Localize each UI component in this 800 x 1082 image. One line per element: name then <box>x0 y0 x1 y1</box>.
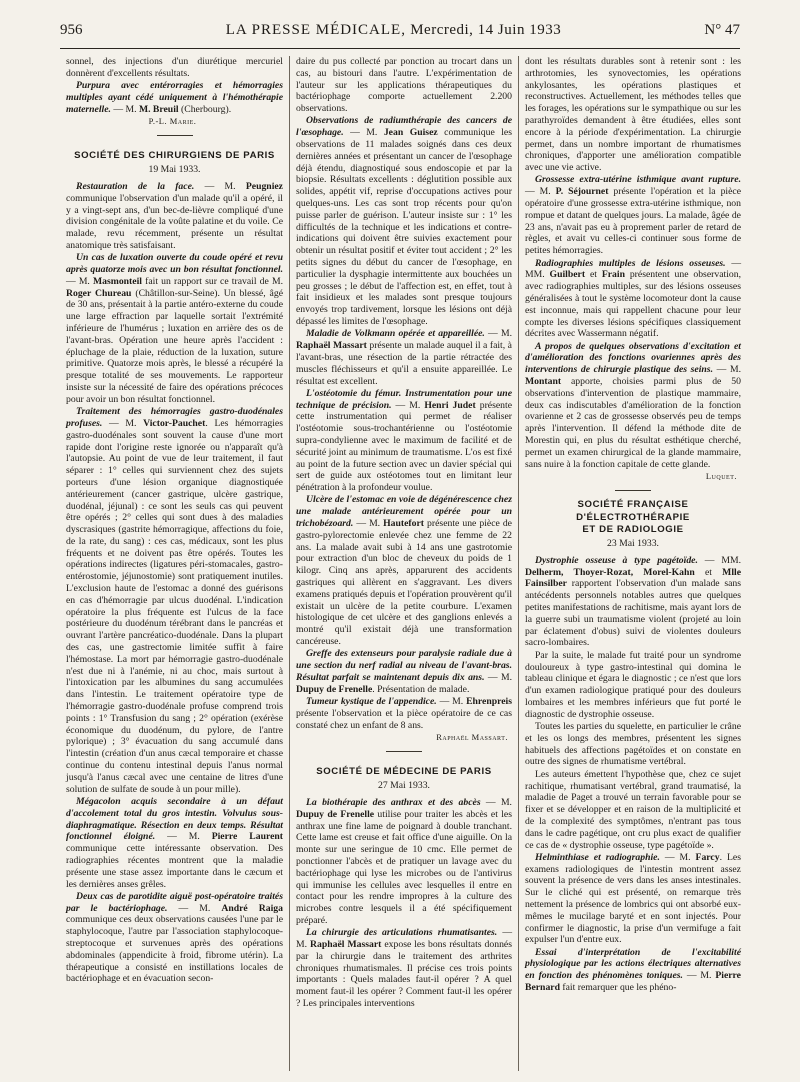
author-name: Raphaël Massart <box>296 340 367 352</box>
author-name: Farcy <box>695 851 720 863</box>
author-name: Jean Guisez <box>383 127 438 139</box>
article-ulcere <box>296 494 512 647</box>
dash: — M. <box>484 328 512 340</box>
article-body: fait remarquer que les phéno- <box>559 982 677 994</box>
issue-date: Mercredi, 14 Juin 1933 <box>410 22 562 38</box>
masthead <box>226 22 562 39</box>
article-body: . Les hémorragies gastro-duodénales sont souvent la cause d'une mort rapide dont l'origine reste ignorée ou n'apparaît qu'à l'autopsie. Au point de vue de leur traitement, il faut séparer : 1° celles qui surviennent chez des sujets porteurs d'une lésion organique diagnostiquée antérieurement (cancer gastrique, ulcère gastrique, duodénal, jéjunal) : ce sont les seuls cas qui peuvent être opérés ; 2° celles qui sont dues à des maladies dyscrasiques (gastrite hémorragique, affections du foie, de la rate, du sang) : ces cas, médicaux, sont les plus fréquents et ne doivent pas être opérés. Toutes les opérations indirectes (ligatures péri-stomacales, gastro-entérostomie, jéjunostomie) sont pratiquement inutiles. L'exclusion haute de l'estomac a donné des guérisons en cas d'hémorragie par ulcus duodénal. L'indication opératoire la plus fréquente est l'ulcus de la face postérieure du duodénum térébrant dans le pancréas et ouvrant l'artère pancréatico-duodénale. Dans la plupart des cas, une gastrectomie limitée suffit à faire l'hémostase. La mort par hémorragie gastro-duodénale n'est due ni à l'anémie, ni au choc, mais surtout à l'intoxication par les albumines du sang accumulées dans l'intestin. Le traitement opératoire type de l'hémorragie gastro-duodénale profuse comprend trois points : 1° Transfusion du sang ; 2° opération (exérèse économique du duodénum, du pylore, de l'antre pylorique) ; 3° évacuation du sang accumulé dans l'intestin (création d'un anus cæcal temporaire et chasse continue du contenu intestinal depuis l'anus normal jusqu'à l'anus cæcal avec une centaine de litres d'une solution de sulfate de soude à un pour mille). <box>66 417 283 795</box>
article-parotidite <box>66 891 283 985</box>
column-3 <box>518 56 747 1071</box>
dash: — M. <box>155 831 212 843</box>
society-heading-line-2: ET DE RADIOLOGIE <box>582 524 684 536</box>
author-name: Masmonteil <box>93 275 142 287</box>
article-body: apporte, choisies parmi plus de 50 observations d'intervention de plastique mammaire, deux cas indiscutables d'amélioration de la fonction ovarienne et 2 cas de grossesse observés peu de temps après l'intervention. Il défend la méthode dite de Morestin qui, en plus du résultat esthétique cherché, permet un examen chirurgical de la glande mammaire, sans nuire à la fonction capitale de cette glande. <box>525 376 741 470</box>
issue-number: N° 47 <box>704 22 740 38</box>
article-chirurgie <box>296 927 512 1010</box>
author-name: Pierre Bernard <box>525 970 741 994</box>
section-divider <box>615 490 651 491</box>
author-name: Montant <box>525 376 562 388</box>
article-title: Greffe des extenseurs pour paralysie radiale due à une section du nerf radial au niveau de l'avant-bras. Résultat parfait se maintenant depuis dix ans. <box>296 648 512 683</box>
column-2 <box>289 56 518 1071</box>
society-heading: SOCIÉTÉ FRANÇAISE D'ÉLECTROTHÉRAPIE <box>576 499 690 523</box>
article-body: présente une pièce de gastro-pylorectomie enlevée chez une femme de 22 ans. La malade avait subi à 14 ans une gastrotomie pour extraction d'un bloc de cheveux du poids de 1 kilogr. Cinq ans après, apparurent des accidents gastriques qui allèrent en s'aggravant. Les divers examens pratiqués depuis et l'opération prouvèrent qu'il existait un ulcère de la petite courbure. L'examen histologique de cet ulcère et des ganglions enlevés a montré qu'il existait déjà une transformation cancéreuse. <box>296 518 513 648</box>
article-title: Grossesse extra-utérine isthmique avant rupture. <box>535 174 741 186</box>
dash: — M. <box>296 927 512 950</box>
article-purpura <box>66 80 283 115</box>
section-divider <box>386 751 422 752</box>
article-body: présente l'opération et la pièce opératoire d'une grossesse extra-utérine isthmique, non rompue et datant de quelques jours. La malade, âgée de 23 ans, n'avait pas eu à proprement parler de retard de règles, et avait vu celles-ci continuer sous forme de petites hémorragies. <box>525 186 741 257</box>
dash: — M. <box>110 103 139 115</box>
article-megacolon <box>66 796 283 890</box>
article-title: Deux cas de parotidite aiguë post-opératoire traités par le bactériophage. <box>66 890 283 914</box>
article-propos <box>525 341 741 471</box>
dash: — M. <box>436 696 467 708</box>
author-name: Dupuy de Frenelle <box>296 683 373 695</box>
article-body: (Cherbourg). <box>178 103 232 115</box>
dash: — M. <box>167 902 222 914</box>
author-name: Mlle Fainsilber <box>525 566 741 590</box>
dash: — M. <box>480 796 512 808</box>
dash: — MM. <box>697 554 741 566</box>
article-body: présentent une observation, avec radiographies multiples, sur des lésions osseuses généralisées à tout le système locomoteur dont la cause est inconnue, mais qui rappellent chacune pour leur compte les diverses lésions spécifiques classiquement décrites avec Wassermann négatif. <box>525 269 741 340</box>
article-body: expose les bons résultats donnés par la chirurgie dans le traitement des arthrites chroniques rhumatismales. Il précise ces trois points importants : Quels malades faut-il opérer ? A quel moment faut-il les opérer ? Comment faut-il les opérer ? Les principales interventions <box>296 938 512 1009</box>
article-body: communique cette intéressante observation. Des radiographies récentes montrent que la maladie présente une stase assez importante dans le cæcum et les dernières anses grêles. <box>66 843 283 890</box>
session-date: 19 Mai 1933. <box>148 163 201 175</box>
paragraph: Par la suite, le malade fut traité pour un syndrome douloureux à type gastro-intestinal qui domina le tableau clinique et égara le diagnostic ; ce n'est que lors d'un examen radiologique pratiqué pour des douleurs lombaires et les membres inférieurs que fut porté le diagnostic de dystrophie osseuse. <box>525 649 741 720</box>
paragraph-continued: dont les résultats durables sont à retenir sont : les arthrotomies, les synovectomies, les opérations ankylosantes, les opérations plastiques et reconstructives. Actuellement, les méthodes telles que les forages, les opérations sur le sympathique ou sur les parathyroïdes demandent à être étudiées, elles sont encore à la période d'expérimentation. La chirurgie permet, dans un nombre important de rhumatismes chroniques, d'apporter une amélioration compatible avec une vie active. <box>525 56 741 174</box>
dash: — M. <box>343 127 384 139</box>
article-body: rapportent l'observation d'un malade sans antécédents personnels notables autres que quelques petites manifestations de rachitisme, mais ayant lors de la guerre subi un traumatisme violent (projeté au loin par éclatement d'obus) suivi de violentes douleurs sacro-lombaires. <box>525 578 741 649</box>
author-name: P. Séjournet <box>555 186 609 198</box>
article-body: utilise pour traiter les abcès et les anthrax une fine lame de poignard à double tranchant. Cette lame est creuse et fait office d'une aiguille. On la monte sur une seringue de 10 cmc. Elle permet de ponctionner l'abcès et de pratiquer un lavage avec du bactériophage qui lyse les microbes ou de l'antivirus qui immunise les cellules avec lesquelles il entre en contact pour les rendre impropres à la culture des microbes contre lesquels il a été spécifiquement préparé. <box>296 808 513 926</box>
column-1 <box>60 56 289 1071</box>
dash: — M. <box>484 671 513 683</box>
paragraph: Les auteurs émettent l'hypothèse que, chez ce sujet rachitique, rhumatisant vertébral, grand traumatisé, la maladie de Paget a trouvé un terrain favorable pour se fixer et se développer et en raison de la multiplicité et de la complexité des symptômes, n'entrant pas tous dans le cadre pagétique, ont cru plus exact de qualifier ce cas de « dystrophie osseuse, type pagétoïde ». <box>525 768 741 851</box>
article-body: communique les observations de 11 malades soignés dans ces deux dernières années et présentant un cancer de l'œsophage déjà étendu, diagnostiqué sous endoscopie et par la biopsie. Résultats excellents : déglutition possible aux solides, appétit vif, reprise d'occupations actives pour quelques-uns. Les cas sont trop récents pour qu'on puisse parler de guérison. L'auteur insiste sur : 1° les difficultés de la technique et les indications et contre-indications qui doivent être suivies exactement pour obtenir un résultat positif et éviter tout accident ; 2° les petits signes du début du cancer de l'œsophage, en particulier la dysphagie intermittente aux bouchées un peu grosses ; le début de l'affection est, en effet, tout à fait insidieux et les malades sont presque toujours envoyés trop tardivement, lorsque les lésions ont déjà dépassé les limites de l'œsophage. <box>296 127 513 328</box>
dash: — M. <box>194 180 246 192</box>
author-name: Ehrenpreis <box>466 696 512 708</box>
article-title: Un cas de luxation ouverte du coude opéré et revu après quatorze mois avec un bon résultat fonctionnel. <box>66 252 283 276</box>
dash: — M. <box>391 399 425 411</box>
dash: — M. <box>66 275 93 287</box>
article-hemorragies <box>66 406 283 795</box>
page-header <box>60 22 740 49</box>
session-date: 23 Mai 1933. <box>607 537 659 549</box>
article-restauration <box>66 181 283 252</box>
article-radiographies <box>525 258 741 341</box>
author-name: Frain <box>601 269 625 281</box>
author-name: Henri Judet <box>424 399 476 411</box>
article-title: L'ostéotomie du fémur. Instrumentation pour une technique de précision. <box>296 387 512 411</box>
dash: — MM. <box>525 257 742 281</box>
article-title: A propos de quelques observations d'excitation et d'amélioration des fonctions ovariennes après des interventions de chirurgie plastique des seins. <box>525 340 741 376</box>
author-name: Peugniez <box>245 180 283 192</box>
author-name: Raphaël Massart <box>310 938 382 950</box>
article-body: présente cette instrumentation qui permet de réaliser l'ostéotomie sous-trochantérienne ou l'ostéotomie supra-condylienne avec le maximum de facilité et de sécurité joint au minimum de traumatisme. L'os est fixé au point de la future section avec un davier spécial qui sert de guide aux ostéotomes tout en limitant leur pénétration à la profondeur voulue. <box>296 399 513 494</box>
author-name: M. Breuil <box>138 103 179 115</box>
article-biotherapie <box>296 797 512 927</box>
paragraph-continued: sonnel, des injections d'un diurétique mercuriel donnèrent d'excellents résultats. <box>66 56 283 79</box>
article-title: Maladie de Volkmann opérée et appareillée. <box>306 328 485 340</box>
article-essai <box>525 947 741 994</box>
article-body: présente un malade auquel il a fait, à l'avant-bras, une résection de la partie rétractée des muscles fléchisseurs et qu'il a ensuite appareillée. Le résultat est excellent. <box>296 340 512 387</box>
article-title: Purpura avec entérorragies et hémorragies multiples ayant cédé uniquement à l'hémothérapie maternelle. <box>66 80 283 115</box>
conjunction: et <box>585 269 602 281</box>
article-body: fait un rapport sur ce travail de M. <box>141 275 283 287</box>
author-name: Hautefort <box>383 518 425 530</box>
signature: Luquet. <box>705 471 737 482</box>
article-body: présente l'observation et la pièce opératoire de ce cas constaté chez un enfant de 8 ans. <box>296 707 512 731</box>
dash: — M. <box>659 851 696 863</box>
author-name: Pierre Laurent <box>211 831 283 843</box>
author-name: André Raiga <box>221 902 283 914</box>
article-title: Radiographies multiples de lésions osseuses. <box>535 257 726 269</box>
article-helminthiase <box>525 852 741 946</box>
article-title: Helminthiase et radiographie. <box>535 851 660 863</box>
article-luxation <box>66 252 283 405</box>
dash: — M. <box>102 417 144 429</box>
article-osteotomie <box>296 388 512 494</box>
dash: — M. <box>353 518 384 530</box>
article-volkmann <box>296 328 512 387</box>
article-grossesse <box>525 174 741 257</box>
article-title: Observations de radiumthérapie des cancers de l'œsophage. <box>296 115 512 139</box>
article-title: Mégacolon acquis secondaire à un défaut d'accolement total du gros intestin. Volvulus sous-diaphragmatique. Résection en deux temps. Résultat fonctionnel éloigné. <box>66 795 283 843</box>
dash: — M. <box>682 970 716 982</box>
author-name: Delherm, Thoyer-Rozat, Morel-Kahn <box>525 566 695 578</box>
article-title: Traitement des hémorragies gastro-duodénales profuses. <box>66 406 283 429</box>
article-title: La chirurgie des articulations rhumatisantes. <box>306 927 498 939</box>
section-divider <box>157 135 193 136</box>
article-dystrophie <box>525 555 741 649</box>
article-body: (Châtillon-sur-Seine). Un blessé, âgé de 30 ans, présentait à la partie antéro-externe du coude une large effraction par laquelle sortait l'extrémité inférieure de l'humérus ; luxation en arrière des os de l'avant-bras. Opération une heure après l'accident : épluchage de la plaie, réduction de la luxation, suture primitive. Quatorze mois après, le blessé a récupéré la presque totalité de ses mouvements. Le rapporteur insiste sur la nécessité de faire des opérations précoces pour avoir un bon résultat fonctionnel. <box>66 287 283 405</box>
article-body: . Présentation de malade. <box>372 683 470 695</box>
conjunction: et <box>694 566 723 578</box>
paragraph-continued: daire du pus collecté par ponction au trocart dans un cas, au bistouri dans l'autre. L'expérimentation de l'auteur sur les applications thérapeutiques du bactériophage comporte actuellement 2.200 observations. <box>296 56 512 115</box>
author-name: Guilbert <box>549 269 586 281</box>
author-name: Dupuy de Frenelle <box>296 808 375 820</box>
article-title: Restauration de la face. <box>76 180 195 192</box>
article-greffe <box>296 648 512 695</box>
article-body: . Les examens radiologiques de l'intestin montrent assez souvent la présence de vers dans les anses intestinales. Sur le cliché qui est présenté, on remarque très nettement la présence de lombrics qui ont absorbé eux-mêmes le mucilage baryté et en sont injectés. Pour confirmer le diagnostic, la prise d'un vermifuge a fait expulser l'un d'entre eux. <box>525 851 741 946</box>
article-title: Essai d'interprétation de l'excitabilité physiologique par les actions électriques alternatives en fonction des phénomènes toniques. <box>525 946 741 982</box>
society-heading: SOCIÉTÉ DES CHIRURGIENS DE PARIS <box>74 150 275 162</box>
article-body: communique ces deux observations causées l'une par le staphylocoque, l'autre par l'association staphylocoque-streptocoque et survenues après des opérations abdominales (appendicite à froid, fibrome utérin). La thérapeutique a consisté en instillations locales de bactériophage et en évacuation secon- <box>66 914 283 985</box>
society-heading: SOCIÉTÉ DE MÉDECINE DE PARIS <box>316 766 492 778</box>
session-date: 27 Mai 1933. <box>378 779 430 791</box>
article-columns <box>60 56 747 1071</box>
paragraph: Toutes les parties du squelette, en particulier le crâne et les os longs des membres, présentent les signes habituels des affections pagétoïdes et on constate en outre des signes de rhumatisme vertébral. <box>525 721 741 768</box>
signature: Raphaël Massart. <box>436 732 508 743</box>
article-title: Tumeur kystique de l'appendice. <box>306 696 437 708</box>
author-name: Roger Chureau <box>66 287 132 299</box>
article-title: La biothérapie des anthrax et des abcès <box>306 796 481 808</box>
article-tumeur <box>296 696 512 731</box>
page-number: 956 <box>60 22 83 38</box>
author-name: Victor-Pauchet <box>143 417 206 429</box>
article-body: communique l'observation d'un malade qu'il a opéré, il y a vingt-sept ans, d'un bec-de-lièvre compliqué d'une division congénitale de la voûte palatine et du voile. Ce malade, revu récemment, présente un résultat anatomique très satisfaisant. <box>66 192 283 251</box>
article-radium <box>296 115 512 327</box>
signature: P.-L. Marie. <box>148 116 197 127</box>
article-title: Ulcère de l'estomac en voie de dégénérescence chez une malade antérieurement opérée pour un trichobézoard. <box>296 494 512 530</box>
journal-title: LA PRESSE MÉDICALE, <box>225 22 406 38</box>
dash: — M. <box>525 186 556 198</box>
article-title: Dystrophie osseuse à type pagétoïde. <box>535 554 698 566</box>
dash: — M. <box>713 364 741 376</box>
